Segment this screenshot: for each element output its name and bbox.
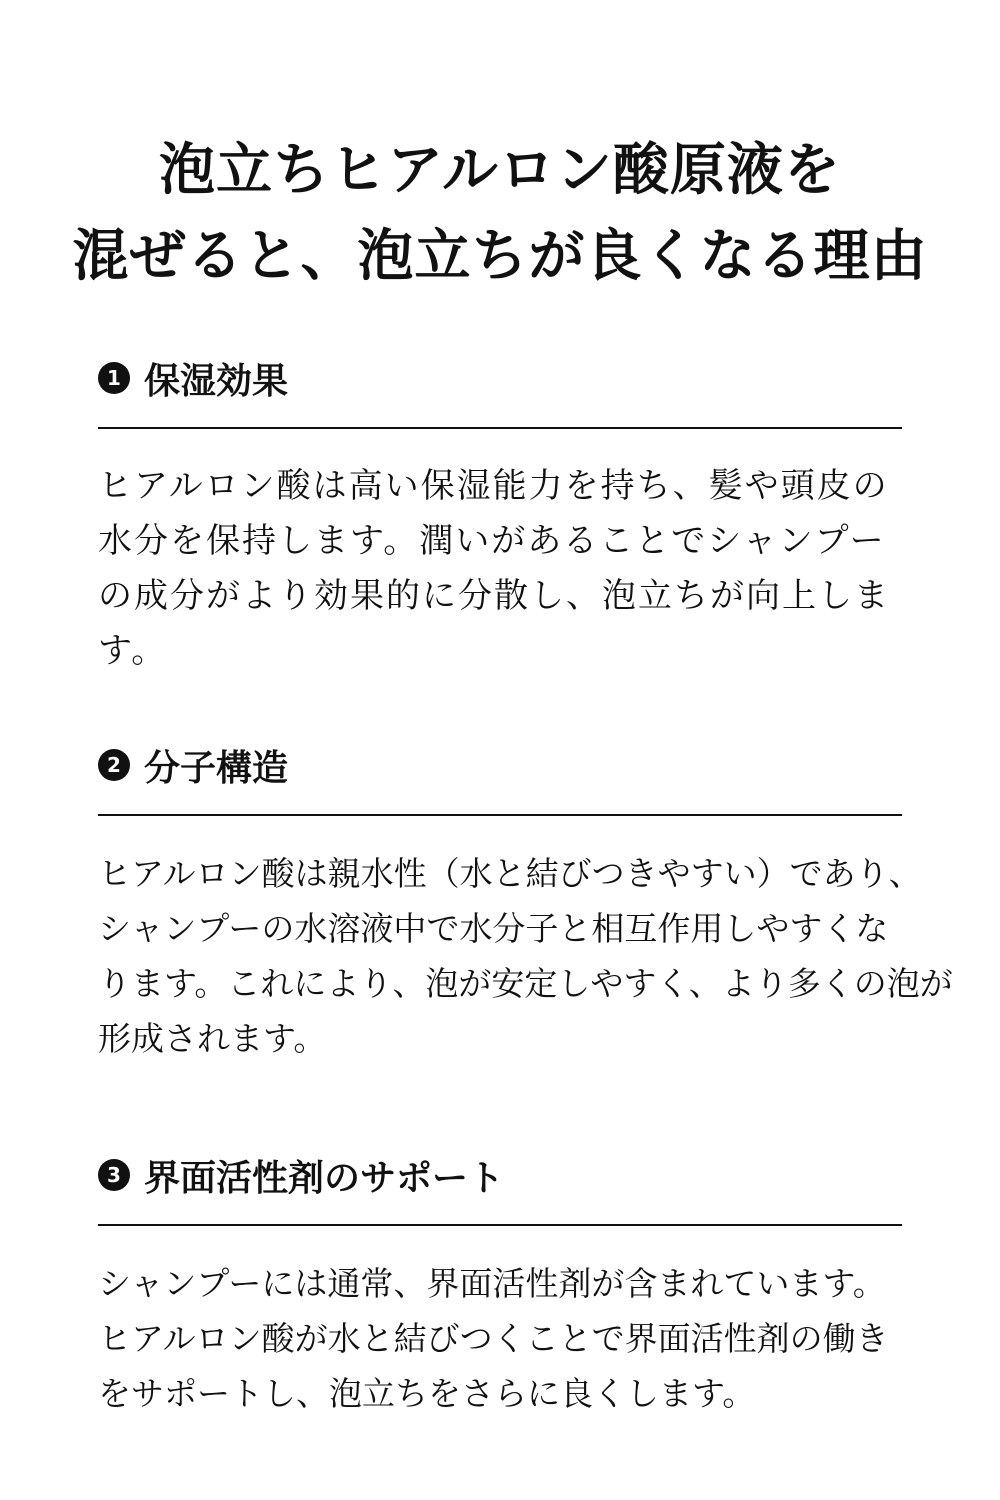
section-title: 分子構造 — [144, 747, 289, 789]
body-line: 水分を保持します。潤いがあることでシャンプー — [98, 521, 886, 561]
section-heading — [98, 1145, 902, 1205]
body-line: ヒアルロン酸は親水性（水と結びつきやすい）であり、 — [98, 854, 922, 893]
number-1-badge-icon: 1 — [98, 362, 130, 394]
body-line: ヒアルロン酸は高い保湿能力を持ち、髪や頭皮の — [98, 466, 889, 506]
body-line: の成分がより効果的に分散し、泡立ちが向上しま — [98, 576, 890, 616]
page-title-line-2: 混ぜると、泡立ちが良くなる理由 — [72, 224, 928, 289]
section-heading — [98, 735, 902, 795]
body-line: シャンプーの水溶液中で水分子と相互作用しやすくな — [98, 909, 889, 948]
section-moisturizing — [98, 348, 902, 679]
section-body — [98, 1226, 902, 1421]
section-heading — [98, 348, 902, 408]
page-title-line-1: 泡立ちヒアルロン酸原液を — [159, 138, 841, 203]
body-line: 形成されます。 — [98, 1019, 327, 1058]
body-line: をサポートし、泡立ちをさらに良くします。 — [98, 1374, 756, 1413]
section-title: 界面活性剤のサポート — [144, 1157, 505, 1199]
page-title — [0, 128, 1000, 300]
section-title: 保湿効果 — [144, 360, 289, 402]
body-line: シャンプーには通常、界面活性剤が含まれています。 — [98, 1264, 886, 1303]
section-surfactant-support — [98, 1145, 902, 1421]
section-body — [98, 429, 902, 679]
body-line: ヒアルロン酸が水と結びつくことで界面活性剤の働き — [98, 1319, 889, 1358]
section-molecular-structure — [98, 735, 953, 1066]
section-body — [98, 816, 953, 1066]
number-2-badge-icon: 2 — [98, 749, 130, 781]
body-line: ります。これにより、泡が安定しやすく、より多くの泡が — [98, 964, 953, 1003]
body-line: す。 — [98, 631, 168, 671]
number-3-badge-icon: 3 — [98, 1159, 130, 1191]
